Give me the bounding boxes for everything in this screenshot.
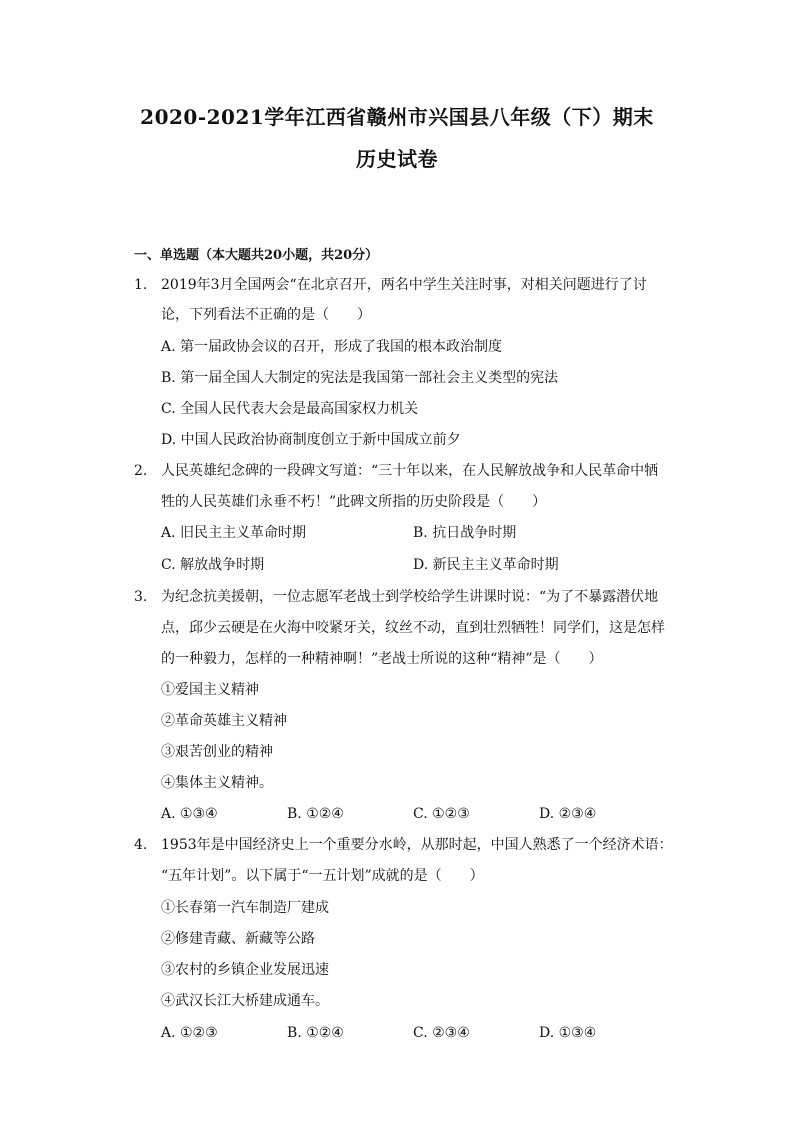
option-c: C. ①②③ xyxy=(413,806,470,822)
question-stem: 为纪念抗美援朝，一位志愿军老战士到学校给学生讲课时说：“为了不暴露潜伏地 xyxy=(161,589,659,605)
question-stem: 牲的人民英雄们永垂不朽！”此碑文所指的历史阶段是（ ） xyxy=(161,494,547,510)
statement-item: ①长春第一汽车制造厂建成 xyxy=(161,900,329,916)
option-d: D. ①③④ xyxy=(539,1025,597,1041)
option-d: D. ②③④ xyxy=(539,806,597,822)
option-b: B. ①②④ xyxy=(287,806,344,822)
option-c: C. ②③④ xyxy=(413,1025,470,1041)
option-a: A. 第一届政协会议的召开，形成了我国的根本政治制度 xyxy=(161,339,503,355)
statement-item: ④集体主义精神。 xyxy=(161,775,273,791)
question-number: 2. xyxy=(134,463,148,479)
option-c: C. 解放战争时期 xyxy=(161,557,265,573)
question-stem: 1953年是中国经济史上一个重要分水岭，从那时起，中国人熟悉了一个经济术语： xyxy=(161,837,673,853)
question-number: 4. xyxy=(134,837,148,853)
statement-item: ②修建青藏、新藏等公路 xyxy=(161,931,315,947)
statement-item: ①爱国主义精神 xyxy=(161,682,259,698)
statement-item: ②革命英雄主义精神 xyxy=(161,713,287,729)
question-number: 1. xyxy=(134,277,148,293)
question-stem: 人民英雄纪念碑的一段碑文写道：“三十年以来，在人民解放战争和人民革命中牺 xyxy=(161,463,659,479)
statement-item: ④武汉长江大桥建成通车。 xyxy=(161,993,329,1009)
option-d: D. 中国人民政治协商制度创立于新中国成立前夕 xyxy=(161,432,461,448)
option-b: B. 第一届全国人大制定的宪法是我国第一部社会主义类型的宪法 xyxy=(161,370,559,386)
option-d: D. 新民主主义革命时期 xyxy=(413,557,559,573)
section-heading: 一、单选题（本大题共20小题，共20分） xyxy=(134,248,379,263)
option-b: B. 抗日战争时期 xyxy=(413,525,517,541)
option-a: A. 旧民主主义革命时期 xyxy=(161,525,307,541)
statement-item: ③艰苦创业的精神 xyxy=(161,744,273,760)
option-c: C. 全国人民代表大会是最高国家权力机关 xyxy=(161,401,419,417)
option-a: A. ①③④ xyxy=(161,806,218,822)
page-subtitle: 历史试卷 xyxy=(356,147,438,171)
question-stem: 点，邱少云硬是在火海中咬紧牙关，纹丝不动，直到壮烈牺牲！同学们，这是怎样 xyxy=(161,620,665,636)
option-a: A. ①②③ xyxy=(161,1025,218,1041)
question-number: 3. xyxy=(134,589,148,605)
question-stem: 2019年3月全国两会“在北京召开，两名中学生关注时事，对相关问题进行了讨 xyxy=(161,277,647,293)
option-b: B. ①②④ xyxy=(287,1025,344,1041)
question-stem: 论，下列看法不正确的是（ ） xyxy=(161,307,371,323)
question-stem: 的一种毅力，怎样的一种精神啊！”老战士所说的这种“精神”是（ ） xyxy=(161,651,603,667)
page-title: 2020-2021学年江西省赣州市兴国县八年级（下）期末 xyxy=(140,105,654,129)
statement-item: ③农村的乡镇企业发展迅速 xyxy=(161,962,329,978)
question-stem: “五年计划”。以下属于“一五计划”成就的是（ ） xyxy=(161,868,484,884)
